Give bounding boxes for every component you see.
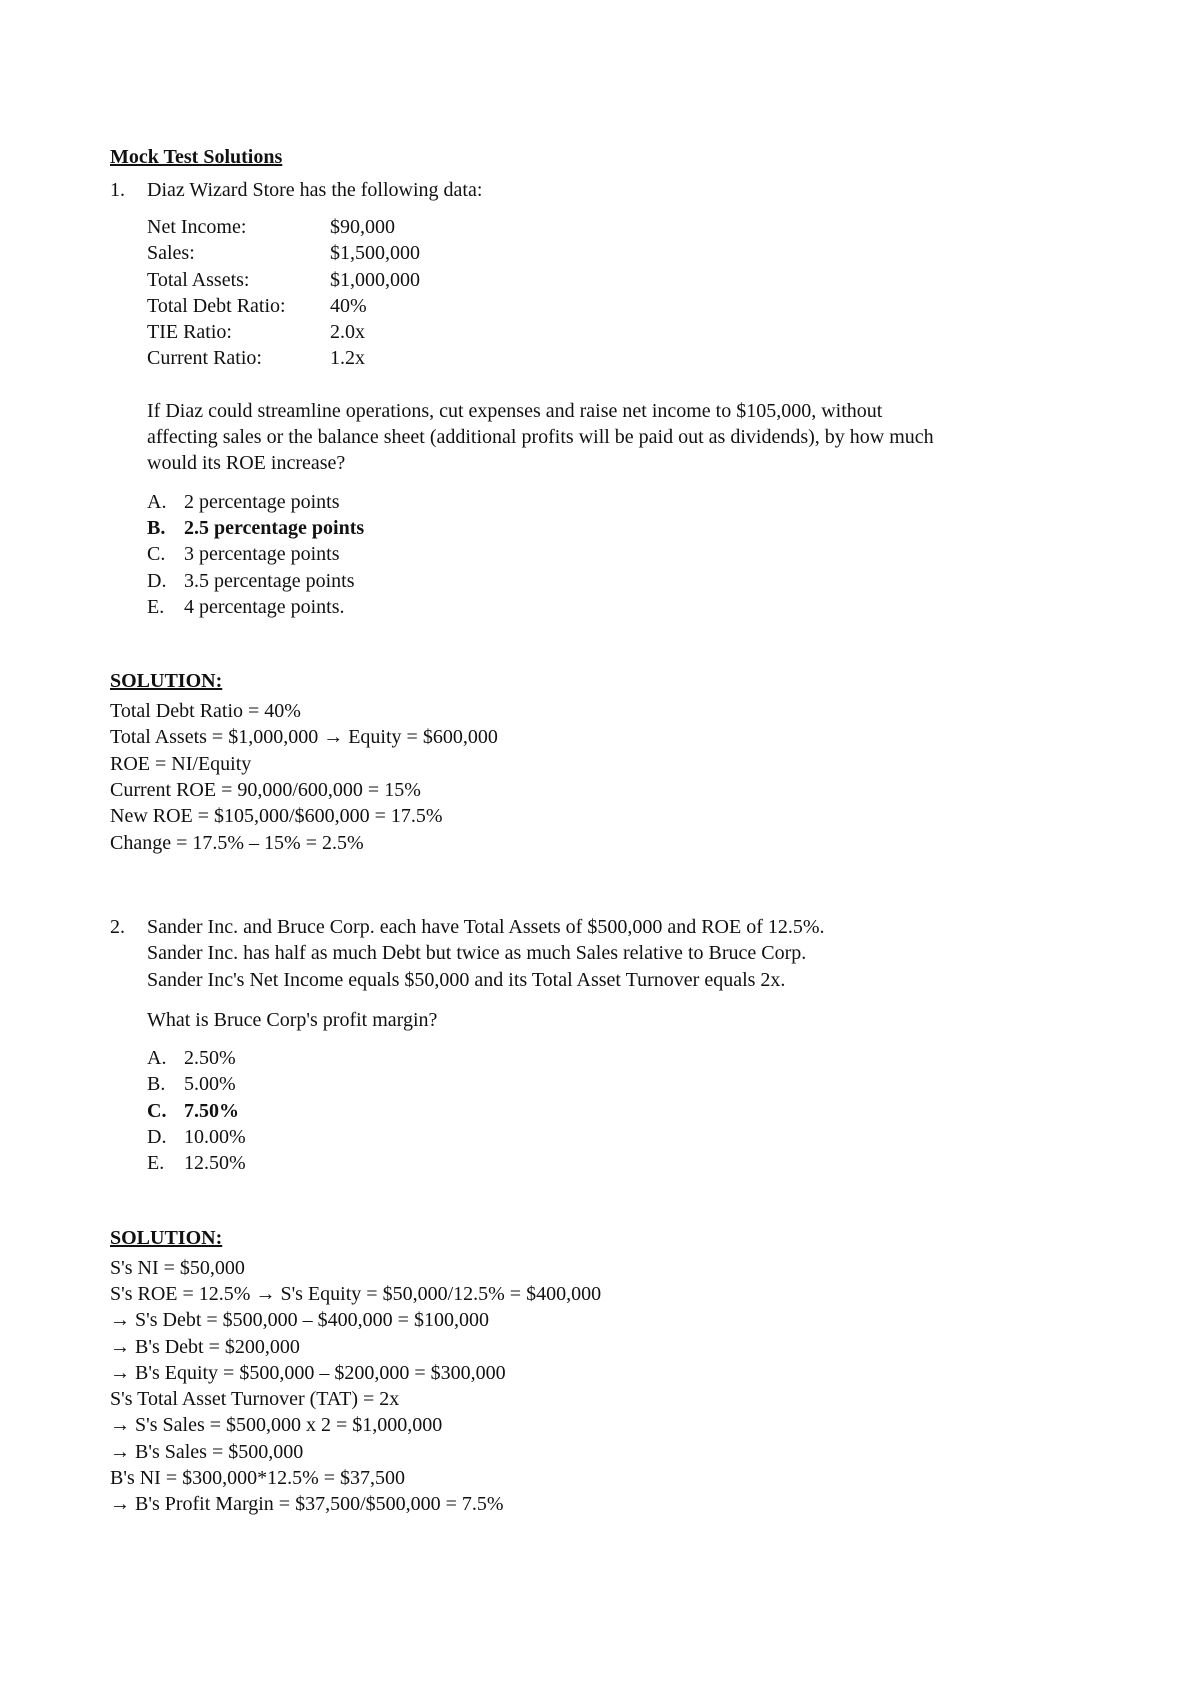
data-row	[147, 345, 1110, 371]
document-page	[110, 140, 1110, 1518]
question-line: would its ROE increase?	[147, 452, 346, 475]
data-row	[147, 240, 1110, 266]
option-text: 12.50%	[184, 1152, 246, 1175]
solution-line: New ROE = $105,000/$600,000 = 17.5%	[110, 805, 443, 828]
question-intro-line: Sander Inc. and Bruce Corp. each have Total Assets of $500,000 and ROE of 12.5%.	[147, 915, 825, 938]
option-text: 2.50%	[184, 1047, 236, 1070]
option-letter: E.	[147, 1152, 165, 1175]
data-label: TIE Ratio:	[147, 321, 232, 344]
question-intro-line: Sander Inc. has half as much Debt but twice as much Sales relative to Bruce Corp.	[147, 942, 807, 965]
solution-line: → B's Equity = $500,000 – $200,000 = $300,000	[110, 1361, 506, 1384]
data-value: 40%	[330, 294, 367, 317]
question-1-intro	[110, 174, 1110, 206]
answer-option	[147, 541, 1110, 567]
option-text: 2 percentage points	[184, 490, 340, 513]
document-title: Mock Test Solutions	[110, 146, 283, 168]
question-2-intro-more	[110, 940, 1110, 993]
solution-line: ROE = NI/Equity	[110, 752, 252, 775]
answer-option	[147, 1124, 1110, 1150]
solution-line: → S's Sales = $500,000 x 2 = $1,000,000	[110, 1414, 443, 1437]
question-intro: Diaz Wizard Store has the following data:	[147, 179, 483, 201]
question-2-text	[110, 1007, 1110, 1033]
data-value: 2.0x	[330, 321, 365, 344]
solution-2-body	[110, 1255, 1110, 1518]
answer-option	[147, 594, 1110, 620]
data-value: $1,500,000	[330, 242, 420, 265]
data-label: Current Ratio:	[147, 347, 262, 370]
option-letter: C.	[147, 543, 166, 566]
solution-1-body	[110, 698, 1110, 856]
solution-heading: SOLUTION:	[110, 670, 223, 693]
solution-line: Current ROE = 90,000/600,000 = 15%	[110, 779, 421, 802]
solution-line: → B's Sales = $500,000	[110, 1440, 304, 1463]
option-letter: D.	[147, 1126, 167, 1149]
option-letter: B.	[147, 516, 166, 539]
data-table	[110, 214, 1110, 372]
answer-option	[147, 489, 1110, 515]
solution-line: B's NI = $300,000*12.5% = $37,500	[110, 1466, 406, 1489]
data-row	[147, 214, 1110, 240]
data-value: $90,000	[330, 216, 395, 238]
question-line: If Diaz could streamline operations, cut expenses and raise net income to $105,000, without	[147, 399, 883, 422]
solution-line: → B's Profit Margin = $37,500/$500,000 = 7.5%	[110, 1493, 504, 1516]
data-row	[147, 267, 1110, 293]
question-2-options	[110, 1045, 1110, 1176]
solution-line: → S's Debt = $500,000 – $400,000 = $100,000	[110, 1309, 489, 1332]
solution-line: → B's Debt = $200,000	[110, 1335, 300, 1358]
question-1-options	[110, 489, 1110, 620]
option-text: 3 percentage points	[184, 543, 340, 566]
option-text: 7.50%	[184, 1099, 239, 1122]
question-intro-line: Sander Inc's Net Income equals $50,000 and its Total Asset Turnover equals 2x.	[147, 968, 786, 991]
solution-line: Total Assets = $1,000,000 → Equity = $600,000	[110, 726, 498, 749]
solution-line: Change = 17.5% – 15% = 2.5%	[110, 831, 364, 854]
data-label: Sales:	[147, 242, 195, 265]
data-row	[147, 319, 1110, 345]
data-value: $1,000,000	[330, 268, 420, 291]
data-label: Total Debt Ratio:	[147, 294, 286, 317]
solution-line: S's ROE = 12.5% → S's Equity = $50,000/12.5% = $400,000	[110, 1282, 602, 1305]
option-letter: B.	[147, 1073, 166, 1096]
data-label: Total Assets:	[147, 268, 250, 291]
question-number: 2.	[110, 915, 125, 938]
answer-option	[147, 1045, 1110, 1071]
data-label: Net Income:	[147, 216, 247, 238]
solution-line: S's Total Asset Turnover (TAT) = 2x	[110, 1388, 400, 1411]
solution-heading: SOLUTION:	[110, 1226, 223, 1249]
question-2-intro	[110, 914, 1110, 940]
option-text: 2.5 percentage points	[184, 516, 365, 539]
option-text: 4 percentage points.	[184, 595, 345, 618]
data-value: 1.2x	[330, 347, 365, 370]
answer-option-correct	[147, 1098, 1110, 1124]
answer-option	[147, 1150, 1110, 1176]
answer-option	[147, 1071, 1110, 1097]
option-text: 3.5 percentage points	[184, 569, 355, 592]
option-letter: E.	[147, 595, 165, 618]
question-1-text	[110, 398, 1110, 477]
question-line: affecting sales or the balance sheet (additional profits will be paid out as dividends), by how much	[147, 426, 934, 449]
option-letter: A.	[147, 490, 167, 513]
option-letter: A.	[147, 1047, 167, 1070]
option-letter: C.	[147, 1099, 167, 1122]
option-text: 5.00%	[184, 1073, 236, 1096]
data-row	[147, 293, 1110, 319]
question-number: 1.	[110, 179, 125, 201]
solution-line: S's NI = $50,000	[110, 1256, 245, 1279]
answer-option-correct	[147, 515, 1110, 541]
option-letter: D.	[147, 569, 167, 592]
option-text: 10.00%	[184, 1126, 246, 1149]
solution-line: Total Debt Ratio = 40%	[110, 700, 301, 723]
question-line: What is Bruce Corp's profit margin?	[147, 1008, 438, 1031]
answer-option	[147, 568, 1110, 594]
